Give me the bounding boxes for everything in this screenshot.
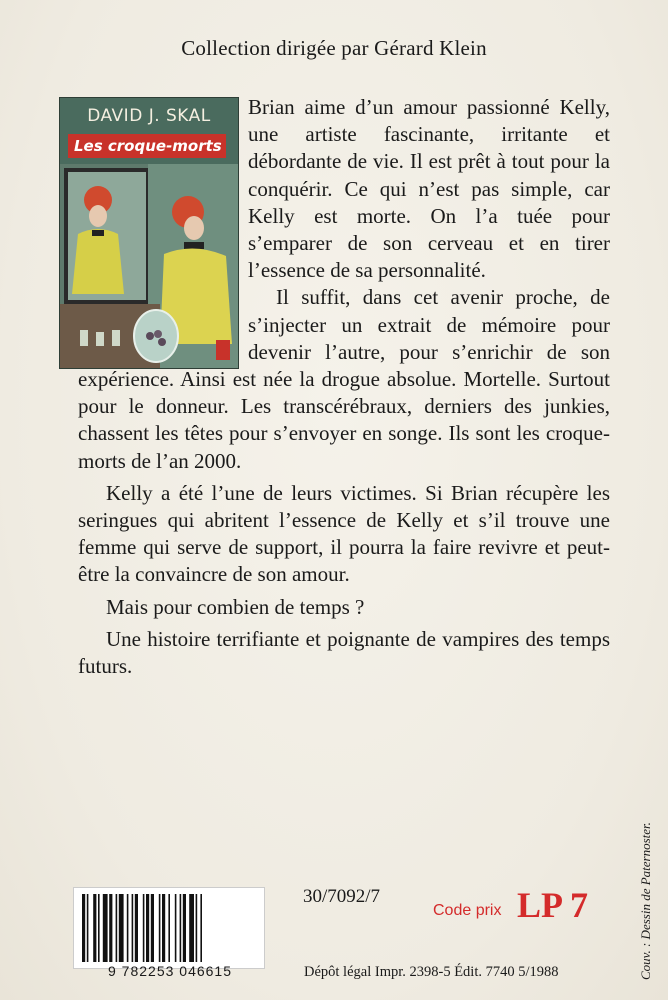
blurb-paragraph-4: Mais pour combien de temps ? [106,594,365,619]
barcode-bar [180,894,182,962]
barcode-bar [93,894,96,962]
barcode-bars [80,894,258,962]
barcode-bar [175,894,177,962]
blurb-text [78,94,610,680]
barcode-bar [183,894,186,962]
cover-title: Les croque-morts [68,134,226,158]
barcode-bar [119,894,124,962]
reference-number: 30/7092/7 [303,886,381,907]
barcode-bar [87,894,89,962]
barcode-bar [98,894,100,962]
barcode-bar [159,894,161,962]
isbn-number: 9 782253 046615 [108,963,232,979]
barcode-bar [103,894,108,962]
barcode-bar [116,894,118,962]
blurb-paragraph-3: Kelly a été l’une de leurs victimes. Si Brian récupère les seringues qui abritent l’essence de Kelly et s’il trouve une femme qui serve de support, il pourra la faire revivre et peut-être la convaincre de son amour. [78,480,610,587]
barcode-bar [196,894,198,962]
barcode-bar [189,894,194,962]
barcode-bar [200,894,202,962]
price-code-label: Code prix [433,902,502,919]
barcode-bar [162,894,165,962]
barcode-bar [135,894,138,962]
blurb-paragraph-5: Une histoire terrifiante et poignante de vampires des temps futurs. [78,626,610,679]
barcode [73,887,265,969]
barcode-bar [109,894,112,962]
legal-deposit: Dépôt légal Impr. 2398-5 Édit. 7740 5/1988 [304,964,559,980]
barcode-bar [127,894,129,962]
barcode-bar [151,894,154,962]
barcode-bar [143,894,145,962]
blurb-paragraph-1: Brian aime d’un amour passionné Kelly, une artiste fascinante, irritante et débordante de vie. Il est prêt à tout pour la conquérir. Ce qui n’est pas simple, car Kelly est morte. On l’a tuée pour s’emparer de son cerveau et en tirer l’essence de sa personnalité. [248,95,610,283]
blurb-paragraph-2: Il suffit, dans cet avenir proche, de s’injecter un extrait de mémoire pour devenir l’autre, pour s’enrichir de son expérience. Ainsi est née la drogue absolue. Mortelle. Surtout pour le donneur. Les transcérébraux, derniers des junkies, chassent les têtes pour s’envoyer en songe. Ils sont les croque-morts de l’an 2000. [78,285,610,473]
cover-credit: Couv. : Dessin de Paternoster. [638,822,653,980]
barcode-bar [82,894,85,962]
price-code-value: LP 7 [517,885,589,925]
series-title: Collection dirigée par Gérard Klein [181,36,487,60]
barcode-bar [146,894,149,962]
cover-author: DAVID J. SKAL [87,106,211,126]
barcode-bar [168,894,170,962]
barcode-bar [132,894,134,962]
